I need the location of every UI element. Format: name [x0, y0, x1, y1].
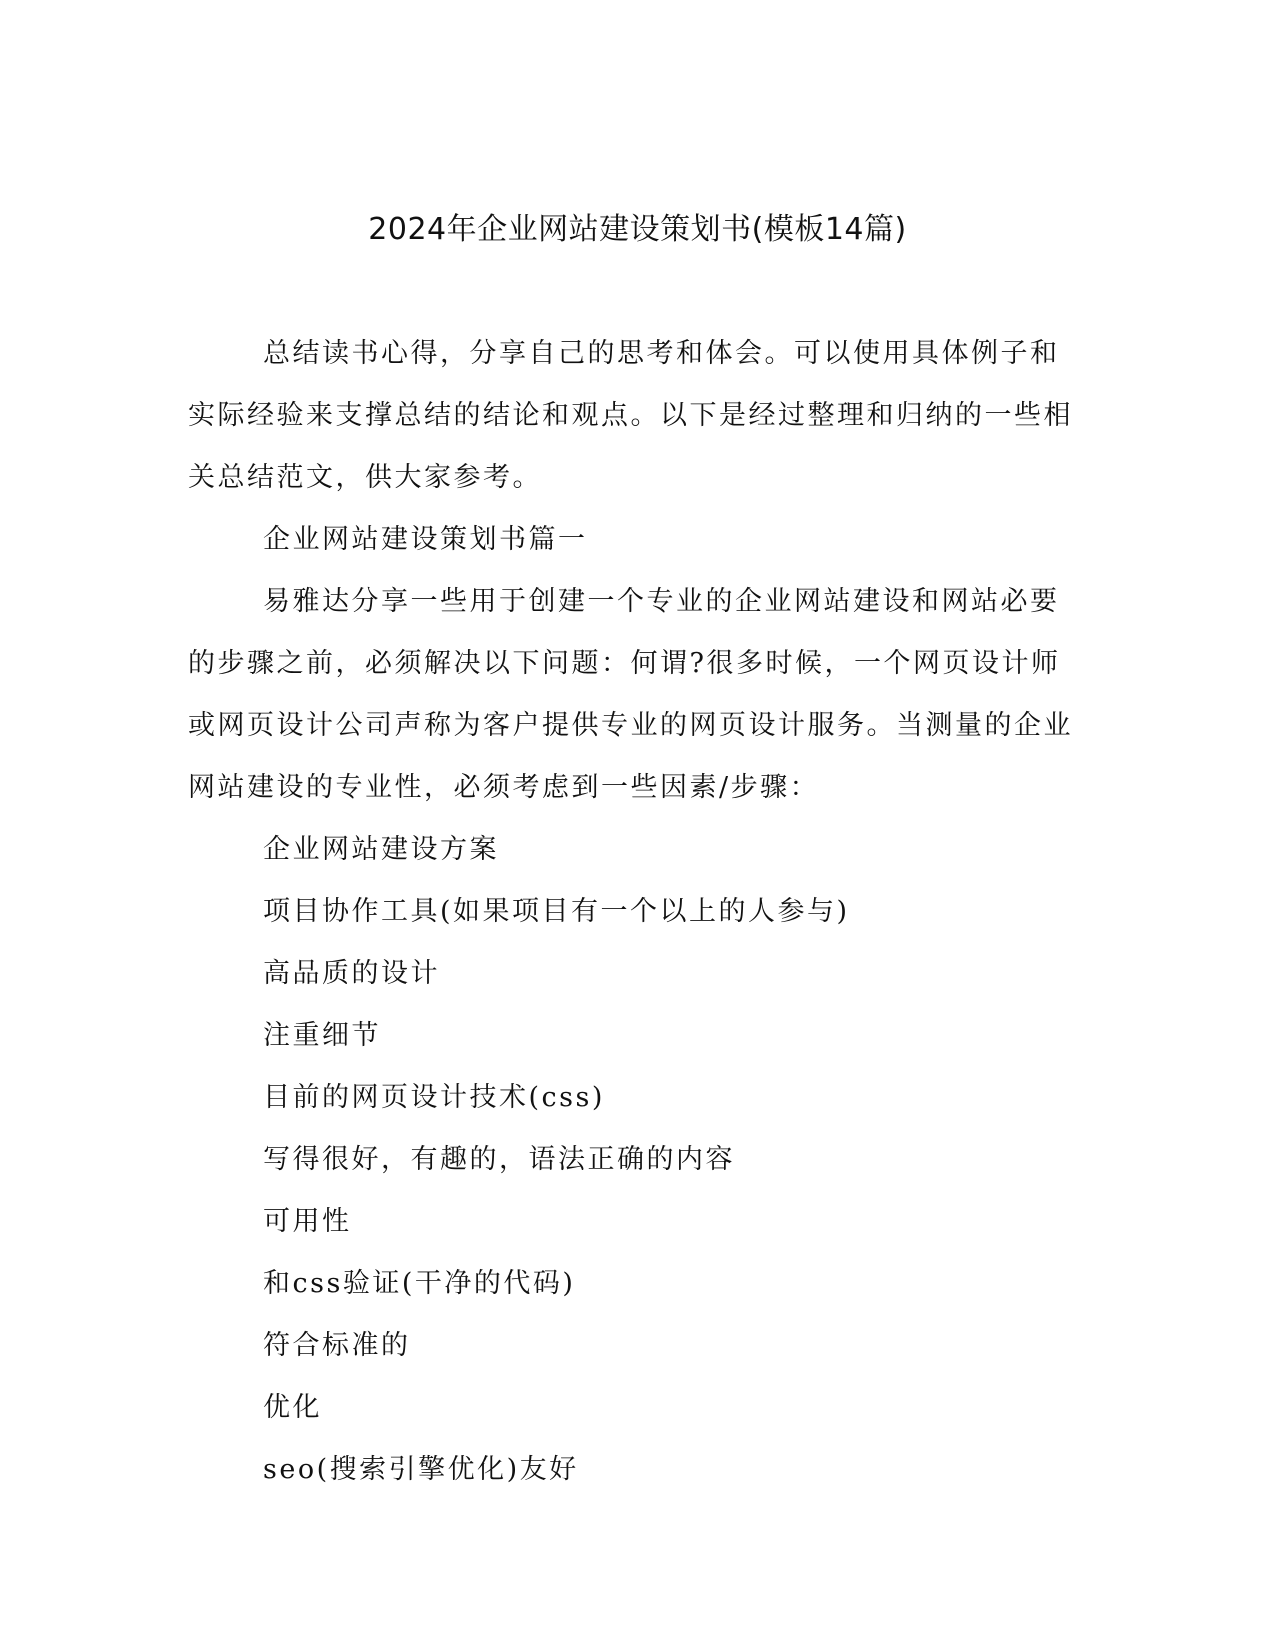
list-item: 注重细节 [263, 1020, 381, 1051]
list-item: seo(搜索引擎优化)友好 [263, 1454, 579, 1485]
list-item: 目前的网页设计技术(css) [263, 1082, 605, 1113]
list-item: 高品质的设计 [263, 958, 440, 989]
section-paragraph: 易雅达分享一些用于创建一个专业的企业网站建设和网站必要的步骤之前，必须解决以下问题：何谓?很多时候，一个网页设计师或网页设计公司声称为客户提供专业的网页设计服务。当测量的企业网站建设的专业性，必须考虑到一些因素/步骤： [188, 586, 1073, 803]
list-item: 和css验证(干净的代码) [263, 1268, 576, 1299]
section-heading: 企业网站建设策划书篇一 [263, 524, 588, 555]
document-title: 2024年企业网站建设策划书(模板14篇) [368, 212, 907, 247]
list-item: 企业网站建设方案 [263, 834, 499, 865]
list-item: 可用性 [263, 1206, 352, 1237]
list-item: 写得很好，有趣的，语法正确的内容 [263, 1144, 735, 1175]
list-item: 符合标准的 [263, 1330, 411, 1361]
document-body [188, 323, 1086, 1501]
list-item: 优化 [263, 1392, 322, 1423]
list-item: 项目协作工具(如果项目有一个以上的人参与) [263, 896, 850, 927]
intro-paragraph: 总结读书心得，分享自己的思考和体会。可以使用具体例子和实际经验来支撑总结的结论和观点。以下是经过整理和归纳的一些相关总结范文，供大家参考。 [188, 338, 1073, 493]
